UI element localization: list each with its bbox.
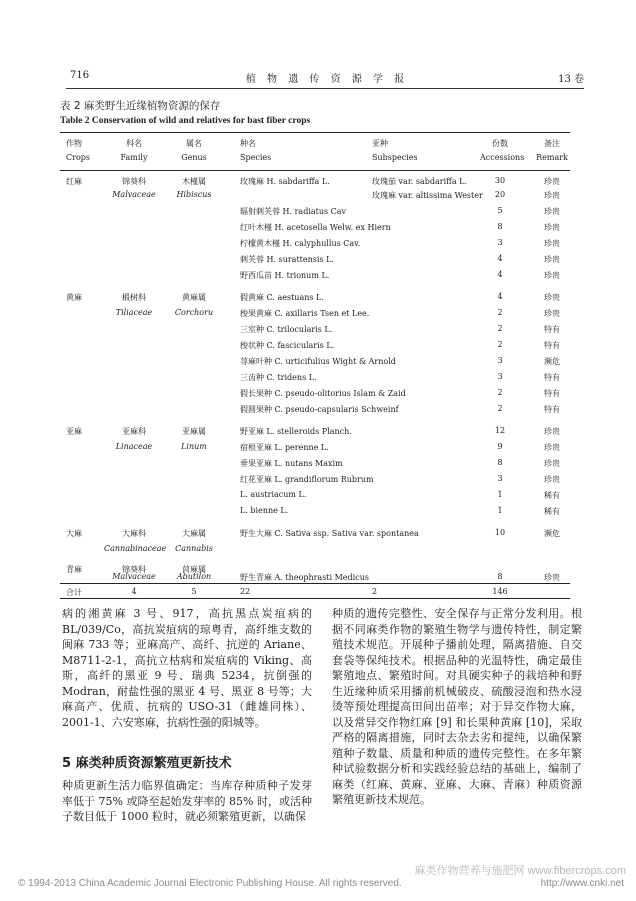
body-paragraph-2: 种质更新生活力临界值确定：当库存种质种子发芽率低于 75% 或降至起始发芽率的 85% 时，或活种子数目低于 1000 粒时，就必须繁殖更新，以确保 — [62, 779, 312, 823]
table-header-en: Remark — [536, 153, 568, 162]
cell-remark: 稀有 — [544, 507, 560, 516]
cell-remark: 珍贵 — [544, 239, 560, 248]
cell-accessions: 2 — [497, 404, 503, 413]
cell-remark: 特有 — [544, 325, 560, 334]
cell-species: 野生大麻 C. Sativa ssp. Sativa var. spontanea — [240, 529, 419, 538]
cell-genus: Corchoru — [174, 308, 214, 317]
cell-remark: 珍贵 — [544, 255, 560, 264]
cell-species: 玫瑰麻 H. sabdariffa L. — [240, 177, 330, 186]
cell-species: 红叶木槿 H. acetosella Welw. ex Hiern — [240, 223, 391, 232]
table-top-rule — [60, 132, 570, 133]
cell-accessions: 10 — [494, 528, 506, 537]
cell-species: 野生青麻 A. theophrasti Medicus — [240, 573, 369, 582]
cell-genus: Linum — [181, 442, 207, 451]
body-right-column — [332, 606, 582, 808]
body-left-column — [62, 606, 312, 730]
section-title: 5 麻类种质资源繁殖更新技术 — [62, 756, 232, 771]
cell-accessions: 8 — [497, 458, 503, 467]
cell-remark: 珍贵 — [544, 573, 560, 582]
cell-accessions: 3 — [497, 372, 503, 381]
cell-family: Linaceae — [115, 442, 153, 451]
cell-accessions: 5 — [497, 206, 503, 215]
table-header-cn: 属名 — [186, 139, 202, 148]
cell-species: 柠檬黄木槿 H. calyphullus Cav. — [240, 239, 361, 248]
cell-genus: 大麻属 — [182, 529, 206, 538]
cell-accessions: 4 — [497, 270, 503, 279]
cell-species: 宿根亚麻 L. perenne L. — [240, 443, 329, 452]
cell-remark: 濒危 — [544, 357, 560, 366]
cell-accessions: 9 — [497, 442, 503, 451]
cell-accessions: 3 — [497, 238, 503, 247]
cell-remark: 珍贵 — [544, 271, 560, 280]
cell-remark: 珍贵 — [544, 459, 560, 468]
cell-genus: Cannabis — [175, 544, 213, 553]
header-rule — [66, 88, 584, 89]
cell-accessions: 2 — [497, 340, 503, 349]
cell-crop: 黄麻 — [66, 293, 82, 302]
cell-species: 垂果亚麻 L. nutans Maxim — [240, 459, 343, 468]
cell-species: 三室种 C. trilocularis L. — [240, 325, 333, 334]
total-species: 22 — [240, 587, 251, 596]
table-header-en: Family — [120, 153, 148, 162]
cell-remark: 特有 — [544, 405, 560, 414]
table-header-cn: 种名 — [240, 139, 256, 148]
cell-family: 大麻科 — [122, 529, 146, 538]
cell-family: 锦葵科 — [122, 565, 146, 574]
cell-remark: 珍贵 — [544, 207, 560, 216]
cell-remark: 稀有 — [544, 491, 560, 500]
cell-family: 椴树科 — [122, 293, 146, 302]
cell-family: Tiliaceae — [115, 308, 153, 317]
cell-species: L. austriacum L. — [240, 490, 307, 499]
cell-genus: 黄麻属 — [182, 293, 206, 302]
volume-label: 13 卷 — [558, 74, 584, 85]
cell-remark: 濒危 — [544, 529, 560, 538]
cell-accessions: 3 — [497, 474, 503, 483]
watermark: 麻类作物营养与施肥网 www.fibercrops.com — [414, 865, 626, 877]
cell-remark: 珍贵 — [544, 177, 560, 186]
journal-title: 植 物 遗 传 资 源 学 报 — [245, 74, 409, 85]
cell-accessions: 4 — [497, 254, 503, 263]
cell-remark: 珍贵 — [544, 443, 560, 452]
cell-species: 假长果种 C. pseudo-olitorius Islam & Zaid — [240, 389, 406, 398]
site-link[interactable]: http://www.cnki.net — [540, 878, 624, 889]
cell-remark: 珍贵 — [544, 223, 560, 232]
table-header-en: Genus — [181, 153, 207, 162]
cell-species: 梭果黄麻 C. axillaris Tsen et Lee. — [240, 309, 370, 318]
cell-accessions: 12 — [494, 426, 506, 435]
table-header-en: Subspecies — [372, 153, 418, 162]
cell-species: 红花亚麻 L. grandiflorum Rubrum — [240, 475, 374, 484]
cell-remark: 珍贵 — [544, 293, 560, 302]
body-paragraph: 病的湘黄麻 3 号、917，高抗黑点炭疽病的 BL/039/Co，高抗炭疽病的琼粤青，高纤维支数的闽麻 733 等；亚麻高产、高纤、抗逆的 Ariane、M8711-2-1，高抗立枯病和炭疽病的 Viking、高斯，高纤的黑亚 9 号、瑞典 5234，抗倒强的 Modran，耐盐性强的黑亚 4 号、黑亚 8 号等；大麻高产、优质、抗病的 USO-31（雌雄同株）、2001-1、六安寒麻，抗病性强的阳城等。 — [62, 607, 312, 729]
cell-family: 亚麻科 — [122, 427, 146, 436]
cell-accessions: 1 — [497, 490, 503, 499]
page-number: 716 — [70, 70, 90, 81]
table-header-en: Crops — [66, 153, 90, 162]
total-label: 合计 — [66, 588, 82, 597]
total-subspecies: 2 — [372, 587, 378, 596]
cell-species: 梭状种 C. fascicularis L. — [240, 341, 335, 350]
table-caption-en: Table 2 Conservation of wild and relatives for bast fiber crops — [60, 116, 311, 126]
table-total-rule — [60, 583, 570, 584]
table-header-cn: 科名 — [126, 139, 142, 148]
cell-family: Malvaceae — [112, 572, 156, 581]
cell-genus: Hibiscus — [176, 190, 212, 199]
table-bottom-rule — [60, 598, 570, 599]
cell-accessions: 2 — [497, 308, 503, 317]
table-header-cn: 作物 — [66, 139, 82, 148]
cell-species: 辐射刺芙蓉 H. radiatus Cav — [240, 207, 347, 216]
cell-accessions: 2 — [497, 324, 503, 333]
cell-accessions: 1 — [497, 506, 503, 515]
cell-accessions: 20 — [494, 190, 506, 199]
cell-remark: 特有 — [544, 341, 560, 350]
cell-genus: 亚麻属 — [182, 427, 206, 436]
copyright-text: © 1994-2013 China Academic Journal Electronic Publishing House. All rights reserved. — [18, 878, 402, 889]
cell-accessions: 4 — [497, 292, 503, 301]
cell-genus: 苘麻属 — [182, 565, 206, 574]
cell-species: 荨麻叶种 C. urticifulius Wight & Arnold — [240, 357, 396, 366]
table-header-en: Species — [240, 153, 272, 162]
table-caption-cn: 表 2 麻类野生近缘植物资源的保存 — [60, 100, 221, 112]
cell-crop: 红麻 — [66, 177, 82, 186]
cell-family: 锦葵科 — [122, 177, 146, 186]
table-header-rule — [60, 170, 570, 171]
cell-accessions: 3 — [497, 356, 503, 365]
cell-accessions: 30 — [494, 176, 506, 185]
cell-remark: 珍贵 — [544, 475, 560, 484]
cell-remark: 珍贵 — [544, 309, 560, 318]
cell-remark: 珍贵 — [544, 191, 560, 200]
cell-species: L. bienne L. — [240, 506, 289, 515]
cell-crop: 大麻 — [66, 529, 82, 538]
cell-remark: 珍贵 — [544, 427, 560, 436]
cell-accessions: 8 — [497, 572, 503, 581]
cell-species: 刺芙蓉 H. surattensis L. — [240, 255, 334, 264]
body-paragraph-right: 种质的遗传完整性、安全保存与正常分发利用。根据不同麻类作物的繁殖生物学与遗传特性，制定繁殖技术规范。开展种子播前处理，隔离措施、自交套袋等保纯技术。根据品种的光温特性，确定最佳繁殖地点、繁殖时间。对具硬实种子的栽培种和野生近缘种质采用播前机械破皮、硫酸浸泡和热水浸烫等预处理提高田间出苗率；对于异交作物大麻，以及常异交作物红麻 [9] 和长果种黄麻 [10]，采取严格的隔离措施，同时去杂去劣和提纯，以确保繁殖种子数量、质量和种质的遗传完整性。在多年繁种试验数据分析和实践经验总结的基础上，编制了麻类（红麻、黄麻、亚麻、大麻、青麻）种质资源繁殖更新技术规范。 — [332, 607, 582, 806]
total-accessions: 146 — [492, 587, 508, 596]
cell-remark: 特有 — [544, 389, 560, 398]
cell-species: 三齿种 C. tridens L. — [240, 373, 317, 382]
cell-remark: 特有 — [544, 373, 560, 382]
cell-genus: Abutilon — [176, 572, 212, 581]
page-header — [70, 70, 584, 86]
table-header-cn: 份数 — [492, 139, 508, 148]
cell-subspecies: 玫瑰茄 var. sabdariffa L. — [372, 177, 467, 186]
total-genus: 5 — [191, 587, 197, 596]
cell-subspecies: 玫瑰麻 var. altissima Wester — [372, 191, 483, 200]
cell-crop: 亚麻 — [66, 427, 82, 436]
table-header-cn: 备注 — [544, 139, 560, 148]
cell-crop: 青麻 — [66, 565, 82, 574]
total-family: 4 — [131, 587, 137, 596]
cell-family: Malvaceae — [112, 190, 156, 199]
cell-species: 假黄麻 C. aestuans L. — [240, 293, 324, 302]
cell-species: 假圆果种 C. pseudo-capsularis Schweinf — [240, 405, 399, 414]
cell-accessions: 2 — [497, 388, 503, 397]
cell-species: 野亚麻 L. stelleroids Planch. — [240, 427, 352, 436]
cell-accessions: 8 — [497, 222, 503, 231]
cell-genus: 木槿属 — [182, 177, 206, 186]
table-header-cn: 亚种 — [372, 139, 388, 148]
table-header-en: Accessions — [480, 153, 525, 162]
cell-family: Cannabinaceae — [104, 544, 167, 553]
cell-species: 野西瓜苗 H. trionum L. — [240, 271, 330, 280]
